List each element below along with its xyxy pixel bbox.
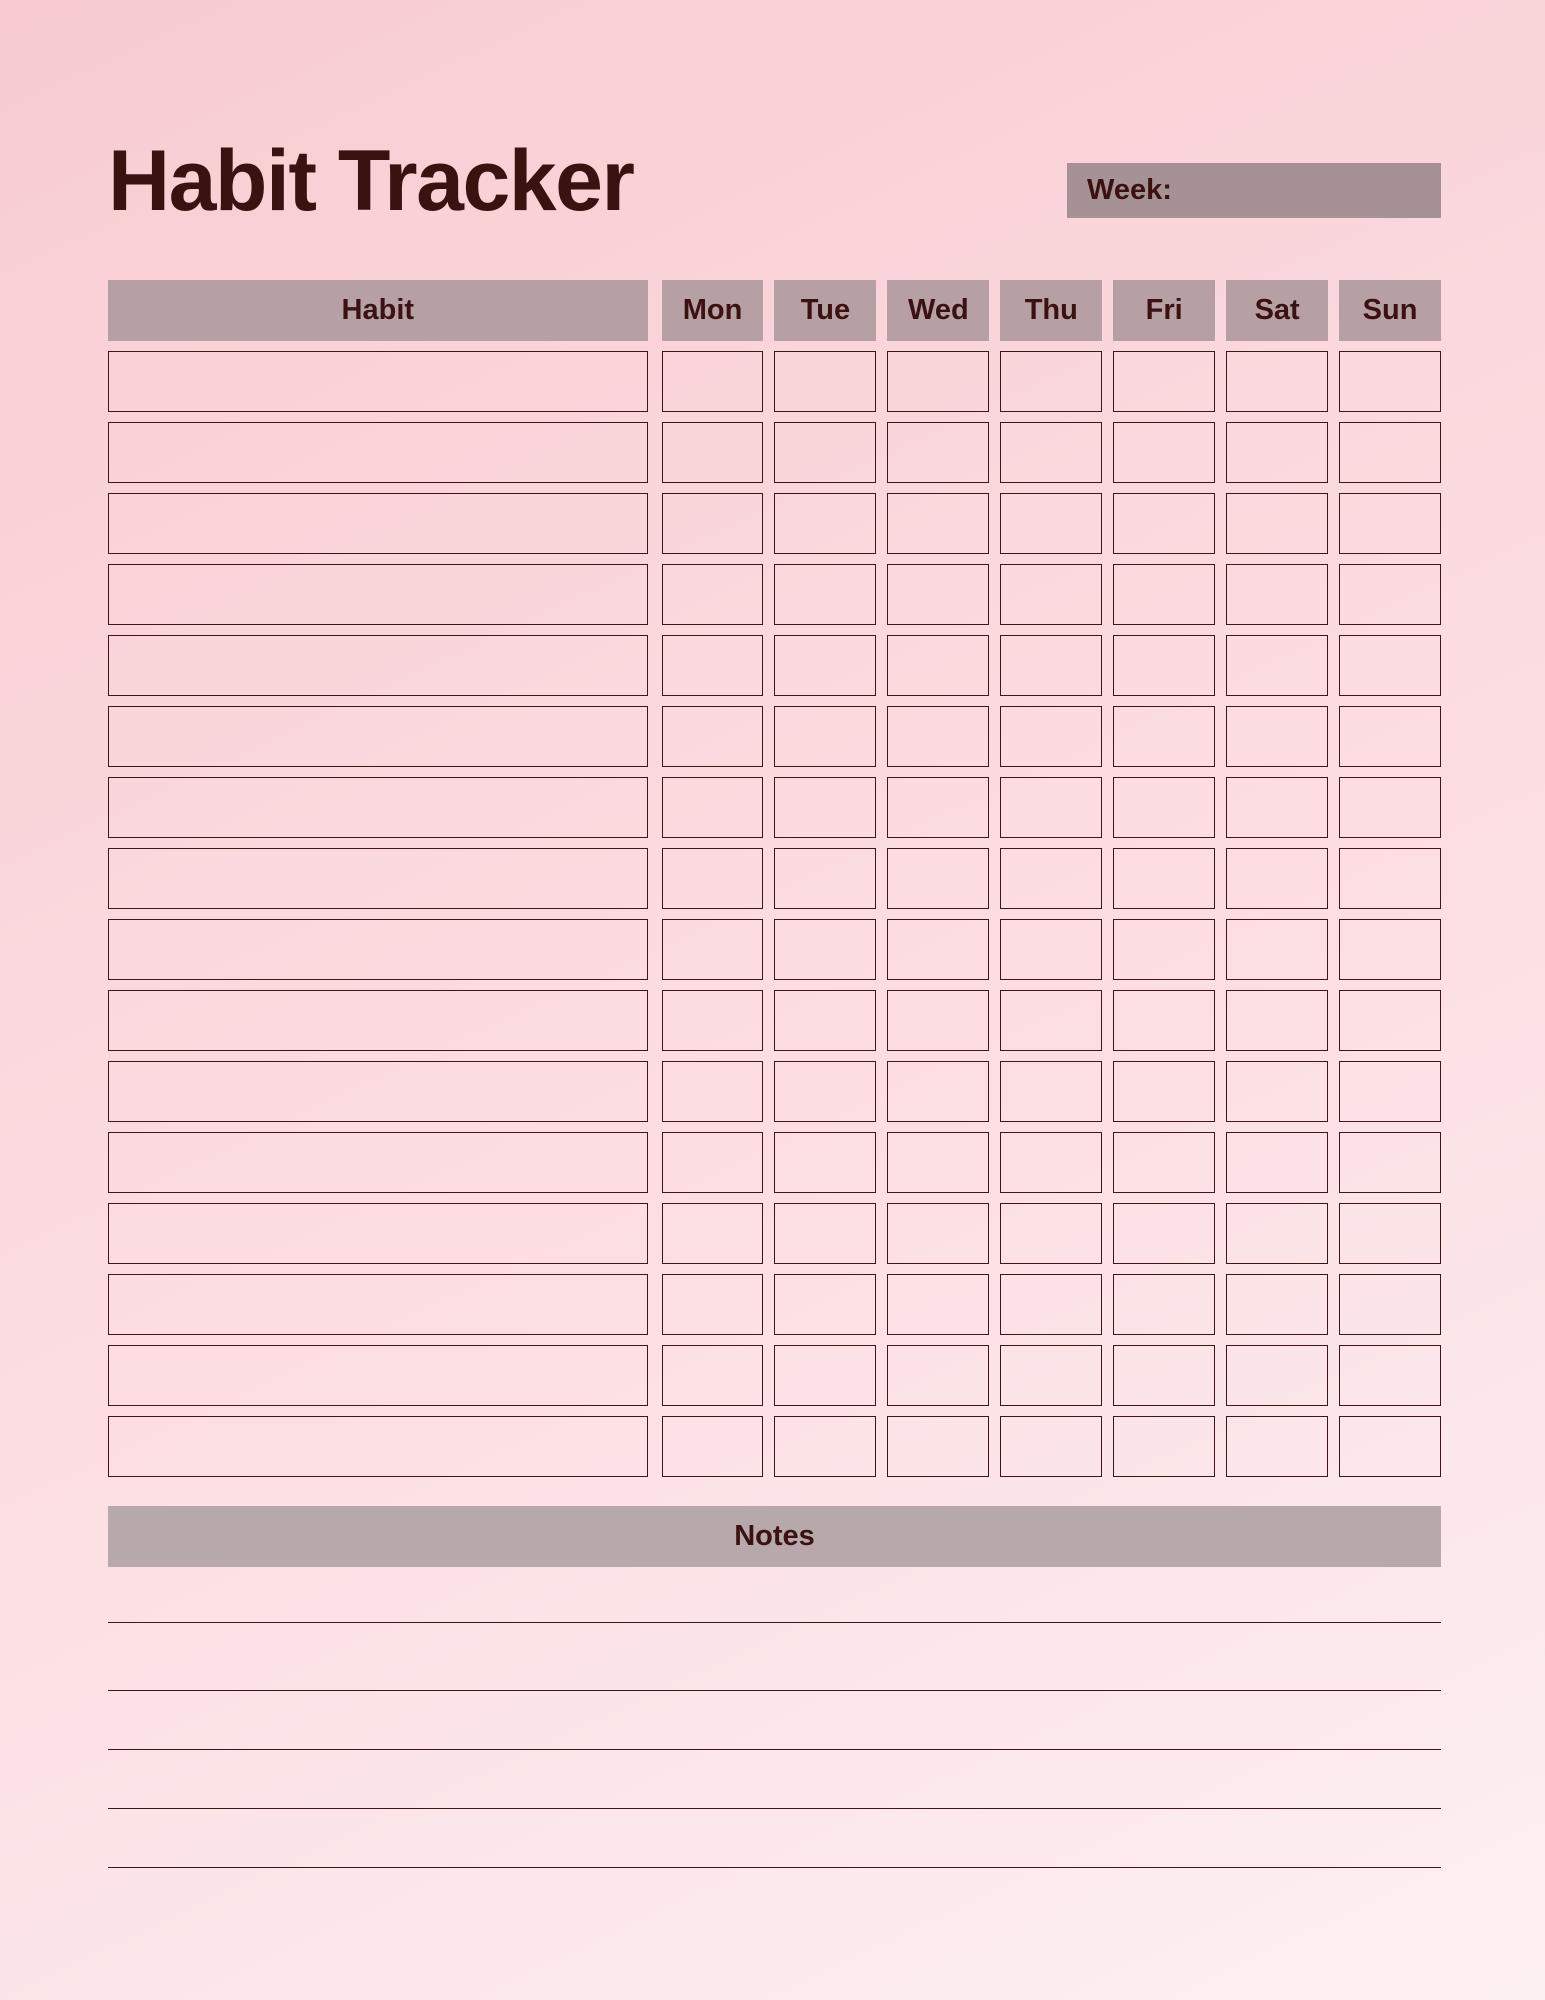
habit-name-cell[interactable] (108, 1345, 648, 1406)
day-check-cell-wed[interactable] (887, 635, 989, 696)
day-check-cell-tue[interactable] (774, 422, 876, 483)
day-check-cell-wed[interactable] (887, 1061, 989, 1122)
habit-name-cell[interactable] (108, 990, 648, 1051)
day-check-cell-thu[interactable] (1000, 777, 1102, 838)
day-check-cell-sat[interactable] (1226, 1345, 1328, 1406)
day-check-cell-sat[interactable] (1226, 1416, 1328, 1477)
table-header (108, 280, 1441, 341)
day-check-cell-wed[interactable] (887, 1416, 989, 1477)
day-check-cell-tue[interactable] (774, 635, 876, 696)
day-check-cell-tue[interactable] (774, 1132, 876, 1193)
day-check-cell-fri[interactable] (1113, 919, 1215, 980)
day-check-cell-sun[interactable] (1339, 1274, 1441, 1335)
day-header-fri: Fri (1113, 280, 1215, 341)
day-check-cell-tue[interactable] (774, 1274, 876, 1335)
day-check-cell-tue[interactable] (774, 1345, 876, 1406)
day-header-sun: Sun (1339, 280, 1441, 341)
day-check-cell-sat[interactable] (1226, 635, 1328, 696)
day-check-cell-sat[interactable] (1226, 848, 1328, 909)
habit-name-cell[interactable] (108, 635, 648, 696)
day-check-cell-tue[interactable] (774, 919, 876, 980)
day-check-cell-thu[interactable] (1000, 1203, 1102, 1264)
habit-name-cell[interactable] (108, 422, 648, 483)
day-check-cell-thu[interactable] (1000, 990, 1102, 1051)
day-check-cell-sun[interactable] (1339, 990, 1441, 1051)
day-check-cell-fri[interactable] (1113, 990, 1215, 1051)
day-check-cell-sun[interactable] (1339, 635, 1441, 696)
table-row (108, 351, 1441, 412)
day-check-cell-mon[interactable] (662, 422, 764, 483)
note-line[interactable] (108, 1622, 1441, 1623)
day-check-cell-sat[interactable] (1226, 493, 1328, 554)
table-row (108, 1274, 1441, 1335)
day-check-cell-sun[interactable] (1339, 1061, 1441, 1122)
table-row (108, 1132, 1441, 1193)
day-check-cell-mon[interactable] (662, 635, 764, 696)
habit-name-cell[interactable] (108, 1203, 648, 1264)
day-check-cell-tue[interactable] (774, 351, 876, 412)
note-line[interactable] (108, 1867, 1441, 1868)
day-check-cell-fri[interactable] (1113, 564, 1215, 625)
day-check-cell-sun[interactable] (1339, 1132, 1441, 1193)
day-check-cell-sun[interactable] (1339, 848, 1441, 909)
day-check-cell-mon[interactable] (662, 1416, 764, 1477)
day-check-cell-wed[interactable] (887, 919, 989, 980)
day-check-cell-thu[interactable] (1000, 493, 1102, 554)
day-check-cell-thu[interactable] (1000, 706, 1102, 767)
day-check-cell-thu[interactable] (1000, 564, 1102, 625)
day-check-cell-wed[interactable] (887, 706, 989, 767)
day-check-cell-mon[interactable] (662, 1203, 764, 1264)
day-check-cell-fri[interactable] (1113, 422, 1215, 483)
day-check-cell-sun[interactable] (1339, 422, 1441, 483)
note-line[interactable] (108, 1690, 1441, 1691)
table-row (108, 919, 1441, 980)
table-row (108, 990, 1441, 1051)
day-check-cell-fri[interactable] (1113, 1274, 1215, 1335)
day-check-cell-wed[interactable] (887, 422, 989, 483)
day-check-cell-fri[interactable] (1113, 1416, 1215, 1477)
day-check-cell-thu[interactable] (1000, 1274, 1102, 1335)
day-check-cell-wed[interactable] (887, 1345, 989, 1406)
day-check-cell-wed[interactable] (887, 1274, 989, 1335)
day-header-wed: Wed (887, 280, 989, 341)
table-row (108, 422, 1441, 483)
day-check-cell-mon[interactable] (662, 351, 764, 412)
day-check-cell-mon[interactable] (662, 777, 764, 838)
day-check-cell-sat[interactable] (1226, 1132, 1328, 1193)
day-check-cell-mon[interactable] (662, 1274, 764, 1335)
day-check-cell-sat[interactable] (1226, 777, 1328, 838)
day-header-sat: Sat (1226, 280, 1328, 341)
day-check-cell-mon[interactable] (662, 493, 764, 554)
day-check-cell-sat[interactable] (1226, 422, 1328, 483)
table-row (108, 493, 1441, 554)
habit-name-cell[interactable] (108, 1132, 648, 1193)
habit-name-cell[interactable] (108, 1416, 648, 1477)
habit-name-cell[interactable] (108, 1061, 648, 1122)
day-check-cell-sat[interactable] (1226, 919, 1328, 980)
day-check-cell-thu[interactable] (1000, 848, 1102, 909)
day-check-cell-wed[interactable] (887, 1203, 989, 1264)
day-check-cell-tue[interactable] (774, 777, 876, 838)
day-check-cell-mon[interactable] (662, 1345, 764, 1406)
day-check-cell-sun[interactable] (1339, 1345, 1441, 1406)
day-check-cell-thu[interactable] (1000, 1132, 1102, 1193)
habit-name-cell[interactable] (108, 493, 648, 554)
week-label: Week: (1087, 174, 1172, 206)
day-check-cell-fri[interactable] (1113, 1061, 1215, 1122)
day-check-cell-mon[interactable] (662, 848, 764, 909)
day-check-cell-sun[interactable] (1339, 777, 1441, 838)
day-check-cell-sun[interactable] (1339, 351, 1441, 412)
note-line[interactable] (108, 1749, 1441, 1750)
day-check-cell-sun[interactable] (1339, 919, 1441, 980)
day-check-cell-tue[interactable] (774, 706, 876, 767)
day-check-cell-mon[interactable] (662, 1061, 764, 1122)
page-title: Habit Tracker (108, 133, 634, 229)
day-check-cell-mon[interactable] (662, 990, 764, 1051)
day-check-cell-fri[interactable] (1113, 493, 1215, 554)
table-row (108, 777, 1441, 838)
habit-name-cell[interactable] (108, 919, 648, 980)
day-check-cell-sat[interactable] (1226, 1274, 1328, 1335)
table-row (108, 1345, 1441, 1406)
day-check-cell-wed[interactable] (887, 564, 989, 625)
day-check-cell-tue[interactable] (774, 493, 876, 554)
day-check-cell-fri[interactable] (1113, 635, 1215, 696)
day-check-cell-wed[interactable] (887, 777, 989, 838)
day-check-cell-thu[interactable] (1000, 635, 1102, 696)
day-check-cell-sat[interactable] (1226, 1203, 1328, 1264)
day-check-cell-sat[interactable] (1226, 351, 1328, 412)
day-check-cell-sat[interactable] (1226, 564, 1328, 625)
day-check-cell-fri[interactable] (1113, 777, 1215, 838)
day-check-cell-thu[interactable] (1000, 1061, 1102, 1122)
table-row (108, 1416, 1441, 1477)
day-check-cell-tue[interactable] (774, 564, 876, 625)
day-check-cell-fri[interactable] (1113, 1345, 1215, 1406)
day-check-cell-tue[interactable] (774, 990, 876, 1051)
day-check-cell-thu[interactable] (1000, 351, 1102, 412)
day-check-cell-sun[interactable] (1339, 706, 1441, 767)
day-check-cell-sun[interactable] (1339, 1203, 1441, 1264)
day-check-cell-tue[interactable] (774, 848, 876, 909)
day-check-cell-mon[interactable] (662, 1132, 764, 1193)
habit-name-cell[interactable] (108, 848, 648, 909)
day-check-cell-sun[interactable] (1339, 564, 1441, 625)
day-check-cell-fri[interactable] (1113, 848, 1215, 909)
day-header-mon: Mon (662, 280, 764, 341)
day-check-cell-fri[interactable] (1113, 1132, 1215, 1193)
day-check-cell-sun[interactable] (1339, 493, 1441, 554)
day-header-tue: Tue (774, 280, 876, 341)
day-check-cell-tue[interactable] (774, 1203, 876, 1264)
day-check-cell-mon[interactable] (662, 564, 764, 625)
day-check-cell-sat[interactable] (1226, 706, 1328, 767)
day-check-cell-sat[interactable] (1226, 1061, 1328, 1122)
day-check-cell-sun[interactable] (1339, 1416, 1441, 1477)
table-row (108, 706, 1441, 767)
day-check-cell-tue[interactable] (774, 1061, 876, 1122)
week-field[interactable] (1067, 163, 1441, 218)
day-check-cell-wed[interactable] (887, 351, 989, 412)
day-check-cell-sat[interactable] (1226, 990, 1328, 1051)
notes-header: Notes (108, 1506, 1441, 1567)
table-row (108, 1203, 1441, 1264)
habit-column-header: Habit (108, 280, 648, 341)
habit-name-cell[interactable] (108, 777, 648, 838)
day-check-cell-wed[interactable] (887, 493, 989, 554)
day-check-cell-wed[interactable] (887, 848, 989, 909)
day-check-cell-thu[interactable] (1000, 919, 1102, 980)
day-check-cell-thu[interactable] (1000, 1345, 1102, 1406)
day-check-cell-tue[interactable] (774, 1416, 876, 1477)
habit-name-cell[interactable] (108, 706, 648, 767)
table-row (108, 1061, 1441, 1122)
day-check-cell-fri[interactable] (1113, 706, 1215, 767)
day-check-cell-thu[interactable] (1000, 1416, 1102, 1477)
day-check-cell-fri[interactable] (1113, 1203, 1215, 1264)
table-row (108, 635, 1441, 696)
day-header-thu: Thu (1000, 280, 1102, 341)
day-check-cell-wed[interactable] (887, 1132, 989, 1193)
habit-name-cell[interactable] (108, 1274, 648, 1335)
day-check-cell-wed[interactable] (887, 990, 989, 1051)
habit-name-cell[interactable] (108, 351, 648, 412)
day-check-cell-mon[interactable] (662, 919, 764, 980)
table-row (108, 848, 1441, 909)
table-row (108, 564, 1441, 625)
habit-name-cell[interactable] (108, 564, 648, 625)
day-check-cell-thu[interactable] (1000, 422, 1102, 483)
note-line[interactable] (108, 1808, 1441, 1809)
day-check-cell-fri[interactable] (1113, 351, 1215, 412)
day-check-cell-mon[interactable] (662, 706, 764, 767)
